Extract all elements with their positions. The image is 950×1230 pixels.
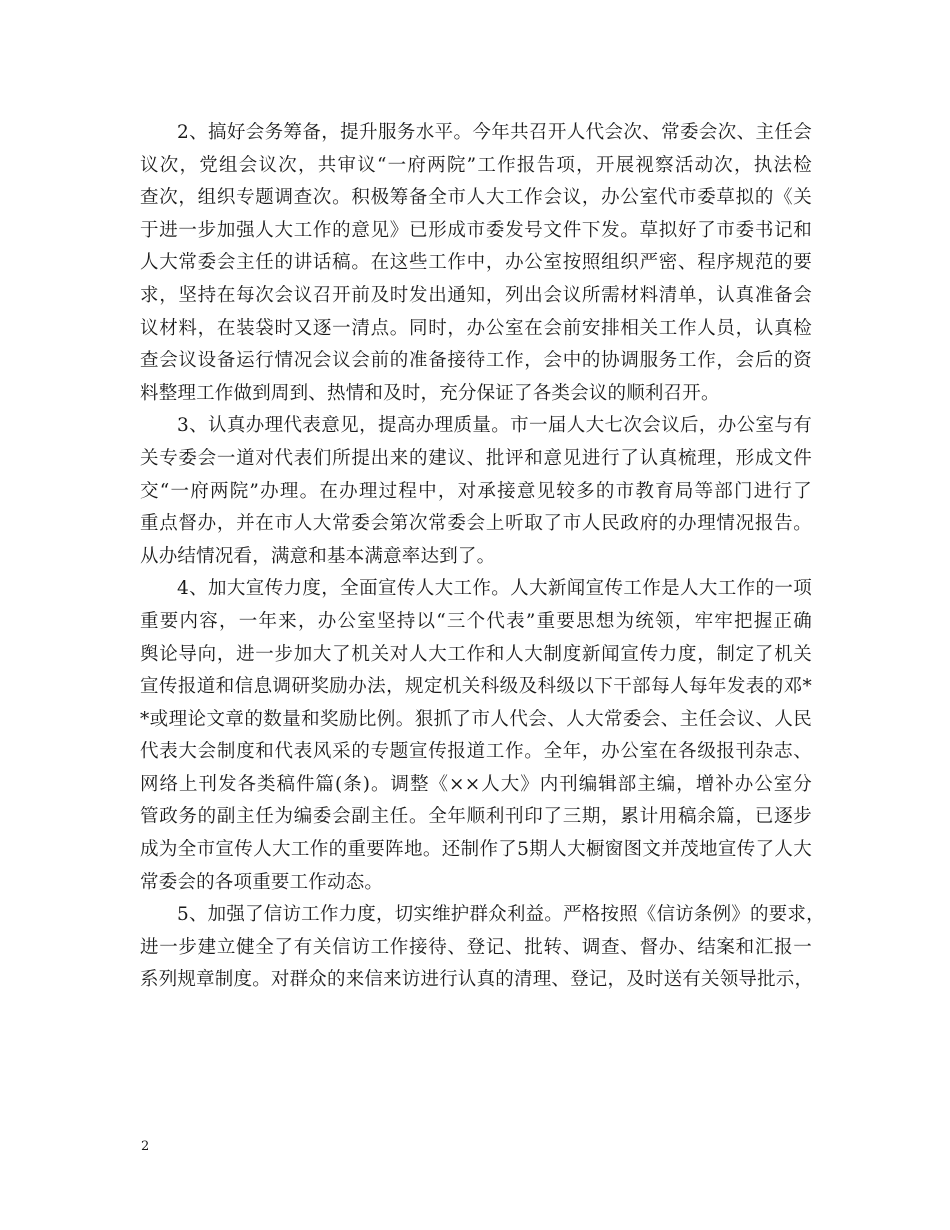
text-line: 重要内容，一年来，办公室坚持以“三个代表”重要思想为统领，牢牢把握正确 — [140, 610, 812, 632]
paragraph — [140, 117, 812, 410]
text-line: 议次，党组会议次，共审议“一府两院”工作报告项，开展视察活动次，执法检 — [140, 154, 812, 176]
text-line: 料整理工作做到周到、热情和及时，充分保证了各类会议的顺利召开。 — [140, 382, 720, 404]
paragraph — [140, 410, 812, 573]
text-line: 交“一府两院”办理。在办理过程中，对承接意见较多的市教育局等部门进行了 — [140, 480, 812, 502]
text-line: 4、加大宣传力度，全面宣传人大工作。人大新闻宣传工作是人大工作的一项 — [177, 578, 812, 600]
paragraph — [140, 899, 825, 997]
text-line: 议材料，在装袋时又逐一清点。同时，办公室在会前安排相关工作人员，认真检 — [140, 317, 812, 339]
text-line: *或理论文章的数量和奖励比例。狠抓了市人代会、人大常委会、主任会议、人民 — [140, 708, 812, 730]
text-line: 关专委会一道对代表们所提出来的建议、批评和意见进行了认真梳理，形成文件 — [140, 447, 812, 469]
text-line: 2、搞好会务筹备，提升服务水平。今年共召开人代会次、常委会次、主任会 — [177, 122, 812, 143]
text-line: 求，坚持在每次会议召开前及时发出通知，列出会议所需材料清单，认真准备会 — [140, 284, 812, 306]
text-line: 查次，组织专题调查次。积极筹备全市人大工作会议，办公室代市委草拟的《关 — [140, 187, 812, 209]
text-line: 于进一步加强人大工作的意见》已形成市委发号文件下发。草拟好了市委书记和 — [140, 219, 812, 241]
text-line: 成为全市宣传人大工作的重要阵地。还制作了5期人大橱窗图文并茂地宣传了人大 — [140, 839, 812, 861]
text-line: 查会议设备运行情况会议会前的准备接待工作，会中的协调服务工作，会后的资 — [140, 350, 812, 372]
text-line: 进一步建立健全了有关信访工作接待、登记、批转、调查、督办、结案和汇报一 — [140, 936, 812, 958]
text-line: 系列规章制度。对群众的来信来访进行认真的清理、登记，及时送有关领导批示， — [140, 969, 814, 991]
text-line: 代表大会制度和代表风采的专题宣传报道工作。全年，办公室在各级报刊杂志、 — [140, 741, 812, 763]
text-line: 重点督办，并在市人大常委会第次常委会上听取了市人民政府的办理情况报告。 — [140, 513, 812, 535]
paragraph — [140, 573, 812, 899]
text-line: 宣传报道和信息调研奖励办法，规定机关科级及科级以下干部每人每年发表的邓* — [140, 676, 812, 698]
text-line: 管政务的副主任为编委会副主任。全年顺利刊印了三期，累计用稿余篇，已逐步 — [140, 806, 812, 828]
text-line: 从办结情况看，满意和基本满意率达到了。 — [140, 545, 496, 567]
text-line: 常委会的各项重要工作动态。 — [140, 871, 384, 893]
text-line: 5、加强了信访工作力度，切实维护群众利益。严格按照《信访条例》的要求， — [177, 904, 825, 926]
text-line: 网络上刊发各类稿件篇(条)。调整《××人大》内刊编辑部主编，增补办公室分 — [140, 773, 812, 795]
document-body — [140, 117, 825, 997]
text-line: 人大常委会主任的讲话稿。在这些工作中，办公室按照组织严密、程序规范的要 — [140, 252, 812, 274]
text-line: 3、认真办理代表意见，提高办理质量。市一届人大七次会议后，办公室与有 — [177, 415, 812, 437]
text-line: 舆论导向，进一步加大了机关对人大工作和人大制度新闻宣传力度，制定了机关 — [140, 643, 812, 665]
page-number: 2 — [141, 1139, 150, 1154]
